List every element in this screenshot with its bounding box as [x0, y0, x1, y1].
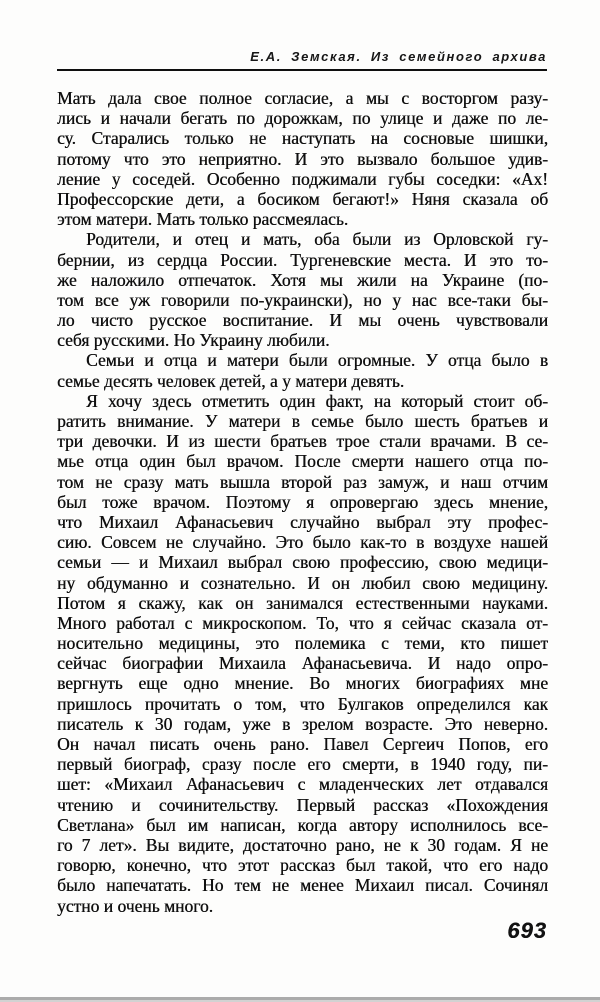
text-line: Много работал с микроскопом. То, что я сейчас сказала от-	[57, 612, 548, 633]
text-line: сейчас биографии Михаила Афанасьевича. И надо опро-	[57, 653, 548, 674]
text-line: носительно медицины, это полемика с теми, кто пишет	[57, 633, 548, 654]
text-line: Я хочу здесь отметить один факт, на который стоит об-	[86, 390, 548, 411]
text-line: Он начал писать очень рано. Павел Сергеич Попов, его	[57, 734, 548, 754]
text-line: семьи — и Михаил выбрал свою профессию, свою медици-	[57, 552, 548, 573]
header-rule	[57, 69, 547, 71]
text-line: потому что это неприятно. И это вызвало большое удив-	[57, 148, 548, 169]
text-line: говорю, конечно, что этот рассказ был такой, что его надо	[57, 855, 548, 876]
page-number: 693	[507, 918, 547, 943]
text-line: чтению и сочинительству. Первый рассказ «Похождения	[57, 794, 548, 815]
text-line: себя русскими. Но Украину любили.	[57, 330, 330, 351]
text-line: том не сразу мать вышла второй раз замуж, и наш отчим	[57, 471, 548, 492]
text-line: писатель к 30 годам, уже в зрелом возрасте. Это неверно.	[57, 713, 548, 734]
text-line: первый биограф, сразу после его смерти, в 1940 году, пи-	[57, 754, 548, 775]
text-line: мье отца один был врачом. После смерти нашего отца по-	[57, 451, 548, 472]
text-line: было напечатать. Но тем не менее Михаил писал. Сочинял	[57, 875, 548, 896]
text-line: же наложило отпечаток. Хотя мы жили на Украине (по-	[57, 269, 548, 290]
text-line: ление у соседей. Особенно поджимали губы соседки: «Ах!	[57, 168, 548, 189]
text-line: был тоже врачом. Поэтому я опровергаю здесь мнение,	[57, 491, 548, 512]
text-line: Профессорские дети, а босиком бегают!» Няня сказала об	[57, 188, 548, 209]
running-header: Е.А. Земская. Из семейного архива	[250, 49, 547, 64]
text-line: шет: «Михаил Афанасьевич с младенческих лет отдавался	[57, 774, 548, 795]
text-line: Мать дала свое полное согласие, а мы с восторгом разу-	[57, 88, 548, 108]
text-line: су. Старались только не наступать на сосновые шишки,	[57, 128, 548, 149]
text-line: лись и начали бегать по дорожкам, по улице и даже по ле-	[57, 108, 548, 129]
text-line: ратить внимание. У матери в семье было шесть братьев и	[57, 411, 548, 431]
text-line: том все уж говорили по-украински), но у нас все-таки бы-	[57, 289, 548, 310]
text-line: семье десять человек детей, а у матери девять.	[57, 370, 405, 391]
text-line: устно и очень много.	[57, 895, 214, 916]
text-line: бернии, из сердца России. Тургеневские места. И это то-	[57, 249, 548, 270]
text-line: го 7 лет». Вы видите, достаточно рано, не к 30 годам. Я не	[57, 834, 548, 855]
scan-edge-strip	[0, 997, 600, 1002]
text-line: что Михаил Афанасьевич случайно выбрал эту профес-	[57, 511, 548, 532]
text-line: Светлана» был им написан, когда автору исполнилось все-	[57, 814, 548, 835]
text-line: пришлось прочитать о том, что Булгаков определился как	[57, 693, 548, 714]
text-line: Потом я скажу, как он занимался естественными науками.	[57, 592, 548, 613]
text-line: три девочки. И из шести братьев трое стали врачами. В се-	[57, 431, 548, 452]
text-line: Родители, и отец и мать, оба были из Орловской гу-	[86, 229, 548, 250]
text-line: вергнуть еще одно мнение. Во многих биографиях мне	[57, 673, 548, 694]
text-line: сию. Совсем не случайно. Это было как-то в воздухе нашей	[57, 532, 548, 553]
page-body-text	[57, 88, 548, 916]
text-line: ну обдуманно и сознательно. И он любил свою медицину.	[57, 572, 548, 593]
text-line: этом матери. Мать только рассмеялась.	[57, 209, 349, 230]
text-line: ло чисто русское воспитание. И мы очень чувствовали	[57, 310, 548, 331]
text-line: Семьи и отца и матери были огромные. У отца было в	[86, 350, 548, 371]
